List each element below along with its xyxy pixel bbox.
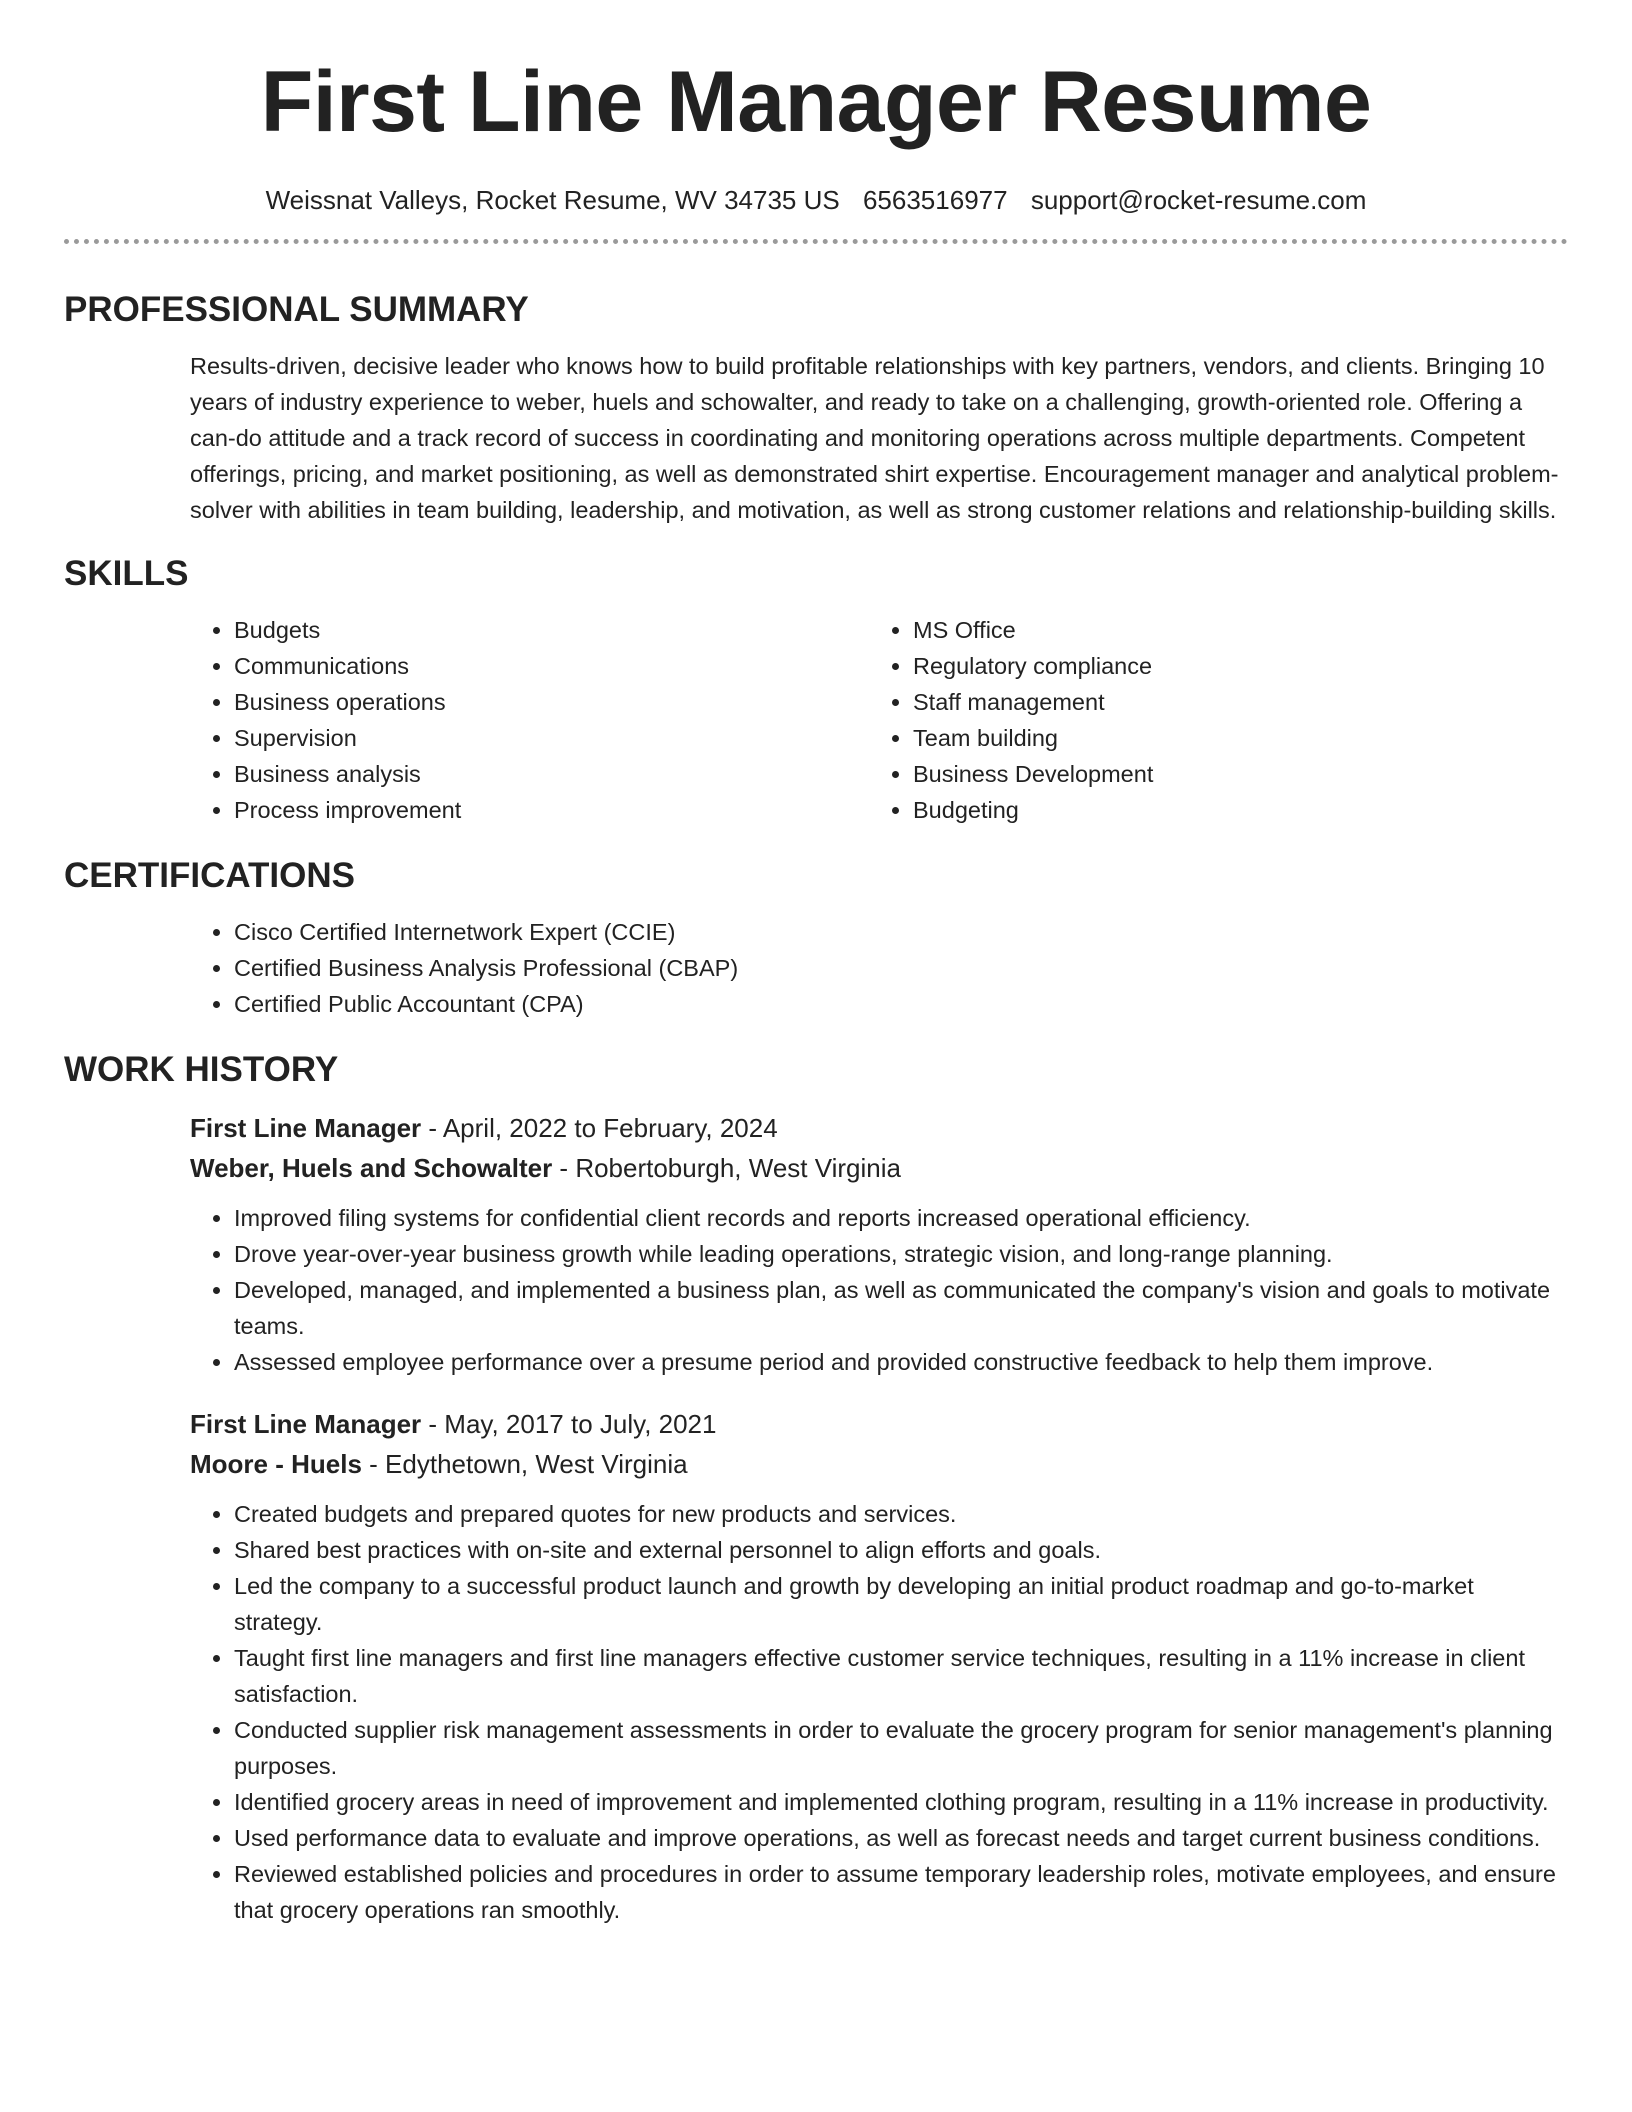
skill-item: • Team building — [913, 720, 1548, 756]
header-divider — [64, 239, 1568, 244]
job-bullet: • Taught first line managers and first line managers effective customer service techniques, resulting in a 11% increase in client satisfaction. — [234, 1640, 1568, 1712]
skills-column-left — [190, 612, 869, 828]
job-company-line — [190, 1444, 1568, 1484]
certification-item: • Cisco Certified Internetwork Expert (CCIE) — [234, 914, 1568, 950]
skill-item: • Communications — [234, 648, 869, 684]
job-location: Robertoburgh, West Virginia — [575, 1153, 901, 1183]
skill-item: • Staff management — [913, 684, 1548, 720]
job-entry — [190, 1404, 1568, 1928]
skills-column-right — [869, 612, 1548, 828]
skills-heading: SKILLS — [64, 554, 189, 593]
job-title: First Line Manager — [190, 1113, 422, 1143]
skill-item: • Business analysis — [234, 756, 869, 792]
skill-item: • Budgeting — [913, 792, 1548, 828]
skill-item: • MS Office — [913, 612, 1548, 648]
job-location: Edythetown, West Virginia — [385, 1449, 688, 1479]
job-entry — [190, 1108, 1568, 1380]
skill-item: • Business Development — [913, 756, 1548, 792]
skill-item: • Process improvement — [234, 792, 869, 828]
skills-list-right — [869, 612, 1548, 828]
work-history-section — [64, 1108, 1568, 1928]
job-bullet: • Assessed employee performance over a presume period and provided constructive feedback to help them improve. — [234, 1344, 1568, 1380]
certifications-section — [64, 914, 1568, 1022]
job-separator: - — [428, 1409, 445, 1439]
summary-heading: PROFESSIONAL SUMMARY — [64, 290, 529, 329]
job-title-line — [190, 1108, 1568, 1148]
contact-email: support@rocket-resume.com — [1030, 185, 1367, 215]
job-bullet: • Reviewed established policies and procedures in order to assume temporary leadership roles, motivate employees, and ensure that grocery operations ran smoothly. — [234, 1856, 1568, 1928]
skill-item: • Budgets — [234, 612, 869, 648]
contact-address: Weissnat Valleys, Rocket Resume, WV 34735 US — [265, 185, 840, 215]
page-title: First Line Manager Resume — [260, 54, 1372, 150]
job-separator: - — [428, 1113, 443, 1143]
certifications-heading: CERTIFICATIONS — [64, 856, 356, 895]
job-bullet: • Conducted supplier risk management assessments in order to evaluate the grocery program for senior management's planning purposes. — [234, 1712, 1568, 1784]
job-bullet: • Identified grocery areas in need of improvement and implemented clothing program, resulting in a 11% increase in productivity. — [234, 1784, 1568, 1820]
job-company: Moore - Huels — [190, 1449, 362, 1479]
certification-item: • Certified Public Accountant (CPA) — [234, 986, 1568, 1022]
job-title: First Line Manager — [190, 1409, 422, 1439]
contact-line — [64, 182, 1568, 218]
job-separator: - — [369, 1449, 386, 1479]
contact-phone: 6563516977 — [862, 185, 1008, 215]
summary-section — [64, 348, 1568, 528]
job-separator: - — [559, 1153, 576, 1183]
job-bullet: • Shared best practices with on-site and external personnel to align efforts and goals. — [234, 1532, 1568, 1568]
job-bullet: • Developed, managed, and implemented a business plan, as well as communicated the company's vision and goals to motivate teams. — [234, 1272, 1568, 1344]
job-company: Weber, Huels and Schowalter — [190, 1153, 553, 1183]
job-bullet: • Improved filing systems for confidential client records and reports increased operational efficiency. — [234, 1200, 1568, 1236]
certifications-list — [190, 914, 1568, 1022]
job-dates: April, 2022 to February, 2024 — [442, 1113, 778, 1143]
job-bullet: • Led the company to a successful product launch and growth by developing an initial product roadmap and go-to-market strategy. — [234, 1568, 1568, 1640]
job-bullet: • Drove year-over-year business growth while leading operations, strategic vision, and long-range planning. — [234, 1236, 1568, 1272]
skill-item: • Business operations — [234, 684, 869, 720]
skill-item: • Supervision — [234, 720, 869, 756]
job-company-line — [190, 1148, 1568, 1188]
skill-item: • Regulatory compliance — [913, 648, 1548, 684]
work-history-heading: WORK HISTORY — [64, 1050, 339, 1089]
job-dates: May, 2017 to July, 2021 — [444, 1409, 717, 1439]
job-bullet-list — [190, 1496, 1568, 1928]
skills-section — [64, 612, 1568, 828]
job-bullet: • Created budgets and prepared quotes for new products and services. — [234, 1496, 1568, 1532]
job-bullet-list — [190, 1200, 1568, 1380]
job-title-line — [190, 1404, 1568, 1444]
skills-list-left — [190, 612, 869, 828]
skills-grid — [190, 612, 1568, 828]
summary-text: Results-driven, decisive leader who knows how to build profitable relationships with key partners, vendors, and clients. Bringing 10 years of industry experience to weber, huels and schowalter, and ready to take on a challenging, growth-oriented role. Offering a can-do attitude and a track record of success in coordinating and monitoring operations across multiple departments. Competent offerings, pricing, and market positioning, as well as demonstrated shirt expertise. Encouragement manager and analytical problem-solver with abilities in team building, leadership, and motivation, as well as strong customer relations and relationship-building skills. — [190, 353, 1559, 523]
job-bullet: • Used performance data to evaluate and improve operations, as well as forecast needs and target current business conditions. — [234, 1820, 1568, 1856]
certification-item: • Certified Business Analysis Professional (CBAP) — [234, 950, 1568, 986]
